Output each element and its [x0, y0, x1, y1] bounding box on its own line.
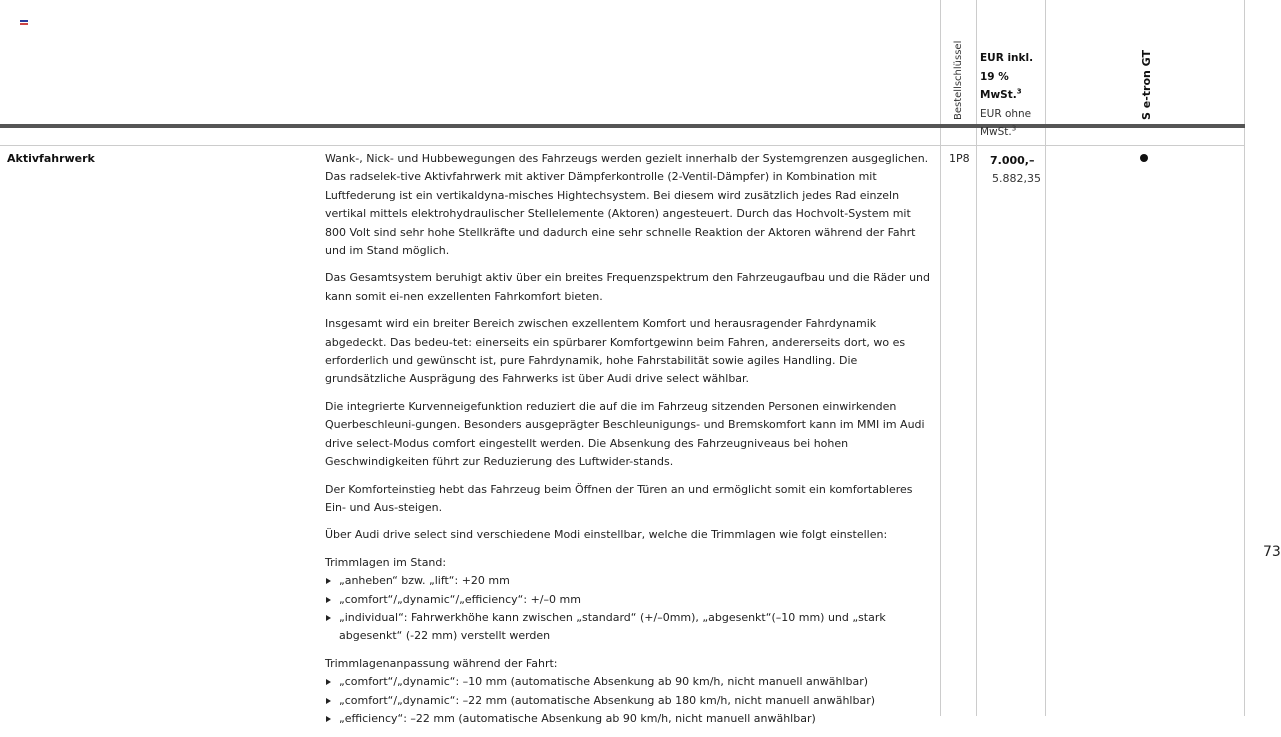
flag-icon: [20, 20, 28, 27]
feature-name: Aktivfahrwerk: [7, 152, 95, 165]
driving-trim-list: [325, 673, 935, 728]
column-divider: [940, 0, 941, 716]
description-paragraph: Die integrierte Kurvenneigefunktion reduziert die auf die im Fahrzeug sitzenden Personen einwirkenden Querbeschleuni-gungen. Besonders ausgeprägter Beschleunigungs- und Bremskomfort kann im MMI im Audi drive select-Modus comfort eingestellt werden. Die Absenkung des Fahrzeugniveaus bei hohen Geschwindigkeiten führt zur Reduzierung des Luftwider-stands.: [325, 399, 925, 469]
column-divider: [1244, 0, 1245, 716]
column-divider: [976, 0, 977, 716]
list-item: „comfort“/„dynamic“/„efficiency“: +/–0 mm: [325, 591, 935, 609]
price-cell: [990, 152, 1041, 188]
description-paragraph: Der Komforteinstieg hebt das Fahrzeug beim Öffnen der Türen an und ermöglicht somit ein komfortableres Ein- und Aus-steigen.: [325, 482, 913, 514]
price-net-label: EUR ohne MwSt.: [980, 107, 1032, 138]
description-paragraph: Über Audi drive select sind verschiedene Modi einstellbar, welche die Trimmlagen wie folgt einstellen:: [325, 528, 888, 542]
standing-trim-list: [325, 572, 935, 646]
description-paragraph: Wank-, Nick- und Hubbewegungen des Fahrzeugs werden gezielt innerhalb der Systemgrenzen ausgeglichen. Das radselek-tive Aktivfahrwerk mit aktiver Dämpferkontrolle (2-Ventil-Dämpfer) in Kombination mit Luftfederung ist ein vertikaldyna-misches Hightechsystem. Bei diesem wird zusätzlich jedes Rad einzeln vertikal mittels elektrohydraulischer Stellelemente (Aktoren) angesteuert. Durch das Hochvolt-System mit 800 Volt sind sehr hohe Stellkräfte und dadurch eine sehr schnelle Reaktion der Aktoren während der Fahrt und im Stand möglich.: [325, 152, 929, 258]
header-rule: [0, 124, 1245, 128]
column-divider: [1045, 0, 1046, 716]
standing-trim-title: Trimmlagen im Stand:: [325, 555, 447, 569]
driving-trim-title: Trimmlagenanpassung während der Fahrt:: [325, 656, 558, 670]
order-code: 1P8: [949, 152, 970, 165]
list-item: „comfort“/„dynamic“: –10 mm (automatische Absenkung ab 90 km/h, nicht manuell anwählbar): [325, 673, 935, 691]
standing-trim-block: [325, 554, 935, 646]
row-divider: [0, 145, 1245, 146]
description-paragraph: Das Gesamtsystem beruhigt aktiv über ein breites Frequenzspektrum den Fahrzeugaufbau und die Räder und kann somit ei-nen exzellenten Fahrkomfort bieten.: [325, 271, 930, 303]
price-net: 5.882,35: [992, 172, 1041, 185]
standard-equipment-dot-icon: [1140, 154, 1148, 162]
driving-trim-block: [325, 655, 935, 729]
list-item: „comfort“/„dynamic“: –22 mm (automatische Absenkung ab 180 km/h, nicht manuell anwählbar): [325, 692, 935, 710]
model-header: S e-tron GT: [1140, 49, 1153, 120]
list-item: „anheben“ bzw. „lift“: +20 mm: [325, 572, 935, 590]
price-gross-label: EUR inkl. 19 % MwSt.: [980, 52, 1034, 101]
order-code-header: Bestellschlüssel: [953, 40, 964, 120]
list-item: „individual“: Fahrwerkhöhe kann zwischen „standard“ (+/–0mm), „abgesenkt“(–10 mm) und „stark abgesenkt“ (-22 mm) verstellt werden: [325, 609, 935, 646]
description-paragraph: Insgesamt wird ein breiter Bereich zwischen exzellentem Komfort und herausragender Fahrdynamik abgedeckt. Das bedeu-tet: einerseits ein spürbarer Komfortgewinn beim Fahren, andererseits dort, wo es erforderlich und gewünscht ist, pure Fahrdynamik, hohe Fahrstabilität sowie agiles Handling. Die grundsätzliche Ausprägung des Fahrwerks ist über Audi drive select wählbar.: [325, 317, 906, 386]
price-gross: 7.000,–: [990, 154, 1035, 167]
list-item: „efficiency“: –22 mm (automatische Absenkung ab 90 km/h, nicht manuell anwählbar): [325, 710, 935, 728]
price-header: EUR inkl. 19 % MwSt.$^3$ EUR ohne MwSt.$^3$: [980, 52, 1034, 138]
feature-description: [325, 150, 935, 737]
page-number: 73: [1263, 544, 1281, 560]
